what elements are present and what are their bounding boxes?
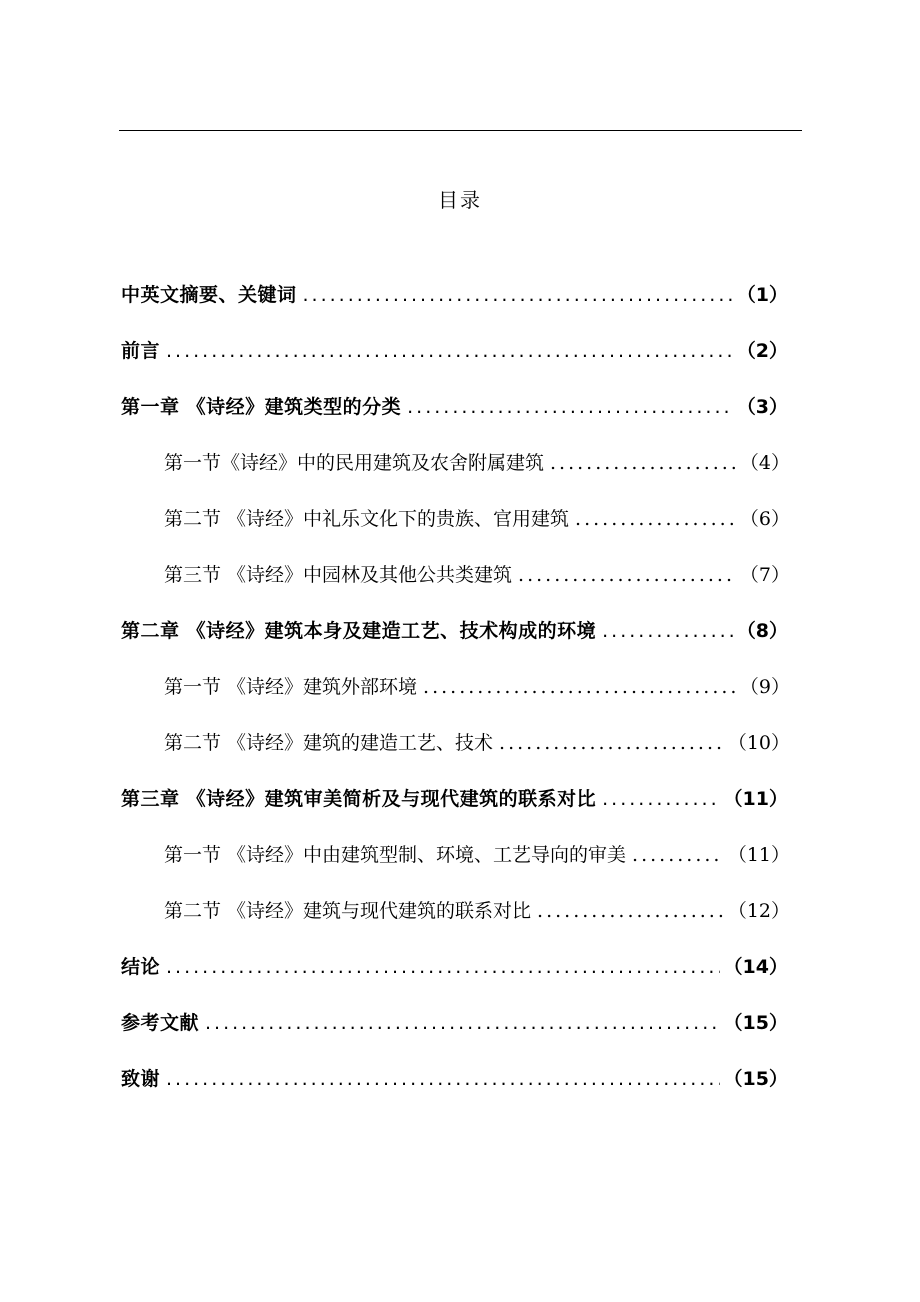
toc-title: 目录 <box>438 188 482 212</box>
toc-entry-acknowledgements[interactable] <box>121 1064 788 1094</box>
toc-entry-conclusion[interactable] <box>121 952 788 982</box>
toc-entry-abstract[interactable] <box>121 280 788 310</box>
toc-entry-label: 第二节 《诗经》建筑与现代建筑的联系对比 <box>164 900 532 922</box>
toc-entry-label: 致谢 <box>121 1068 161 1090</box>
toc-entry-page: （2） <box>736 340 788 362</box>
dot-leader <box>303 284 733 306</box>
dot-leader <box>166 956 720 978</box>
toc-entry-section-1-2[interactable] <box>164 504 790 534</box>
toc-entry-label: 第二章 《诗经》建筑本身及建造工艺、技术构成的环境 <box>121 620 597 642</box>
toc-entry-references[interactable] <box>121 1008 788 1038</box>
dot-leader <box>575 508 736 530</box>
toc-entry-section-3-1[interactable] <box>164 840 790 870</box>
toc-entry-preface[interactable] <box>121 336 788 366</box>
toc-entry-page: （8） <box>736 620 788 642</box>
toc-entry-label: 第三章 《诗经》建筑审美简析及与现代建筑的联系对比 <box>121 788 597 810</box>
toc-entry-label: 第三节 《诗经》中园林及其他公共类建筑 <box>164 564 513 586</box>
toc-entry-section-1-3[interactable] <box>164 560 790 590</box>
toc-entry-section-3-2[interactable] <box>164 896 790 926</box>
toc-entry-label: 第一章 《诗经》建筑类型的分类 <box>121 396 402 418</box>
toc-entry-page: （6） <box>739 508 790 530</box>
toc-entry-page: （11） <box>723 788 788 810</box>
dot-leader <box>602 788 719 810</box>
toc-entry-section-2-1[interactable] <box>164 672 790 702</box>
toc-entry-page: （15） <box>723 1068 788 1090</box>
toc-entry-label: 前言 <box>121 340 161 362</box>
dot-leader <box>602 620 733 642</box>
toc-entry-page: （3） <box>736 396 788 418</box>
toc-entry-chapter-3[interactable] <box>121 784 788 814</box>
toc-entry-chapter-2[interactable] <box>121 616 788 646</box>
toc-entry-page: （14） <box>723 956 788 978</box>
toc-entry-label: 第一节《诗经》中的民用建筑及农舍附属建筑 <box>164 452 545 474</box>
toc-entry-label: 结论 <box>121 956 161 978</box>
toc-entry-page: （4） <box>739 452 790 474</box>
dot-leader <box>550 452 736 474</box>
toc-entry-label: 参考文献 <box>121 1012 200 1034</box>
dot-leader <box>632 844 724 866</box>
toc-entry-page: （10） <box>727 732 790 754</box>
toc-entry-label: 第一节 《诗经》中由建筑型制、环境、工艺导向的审美 <box>164 844 627 866</box>
toc-entry-label: 中英文摘要、关键词 <box>121 284 297 306</box>
dot-leader <box>407 396 733 418</box>
dot-leader <box>166 1068 720 1090</box>
toc-entry-section-1-1[interactable] <box>164 448 790 478</box>
header-rule <box>119 130 802 131</box>
toc-entry-page: （9） <box>739 676 790 698</box>
toc-entry-page: （15） <box>723 1012 788 1034</box>
dot-leader <box>205 1012 720 1034</box>
toc-entry-page: （7） <box>739 564 790 586</box>
dot-leader <box>537 900 724 922</box>
toc-entry-page: （11） <box>727 844 790 866</box>
toc-entry-label: 第一节 《诗经》建筑外部环境 <box>164 676 418 698</box>
toc-entry-section-2-2[interactable] <box>164 728 790 758</box>
toc-entry-chapter-1[interactable] <box>121 392 788 422</box>
toc-entry-label: 第二节 《诗经》中礼乐文化下的贵族、官用建筑 <box>164 508 570 530</box>
dot-leader <box>166 340 733 362</box>
toc-entry-page: （1） <box>736 284 788 306</box>
dot-leader <box>423 676 736 698</box>
dot-leader <box>518 564 736 586</box>
dot-leader <box>499 732 724 754</box>
toc-entry-label: 第二节 《诗经》建筑的建造工艺、技术 <box>164 732 494 754</box>
toc-entry-page: （12） <box>727 900 790 922</box>
